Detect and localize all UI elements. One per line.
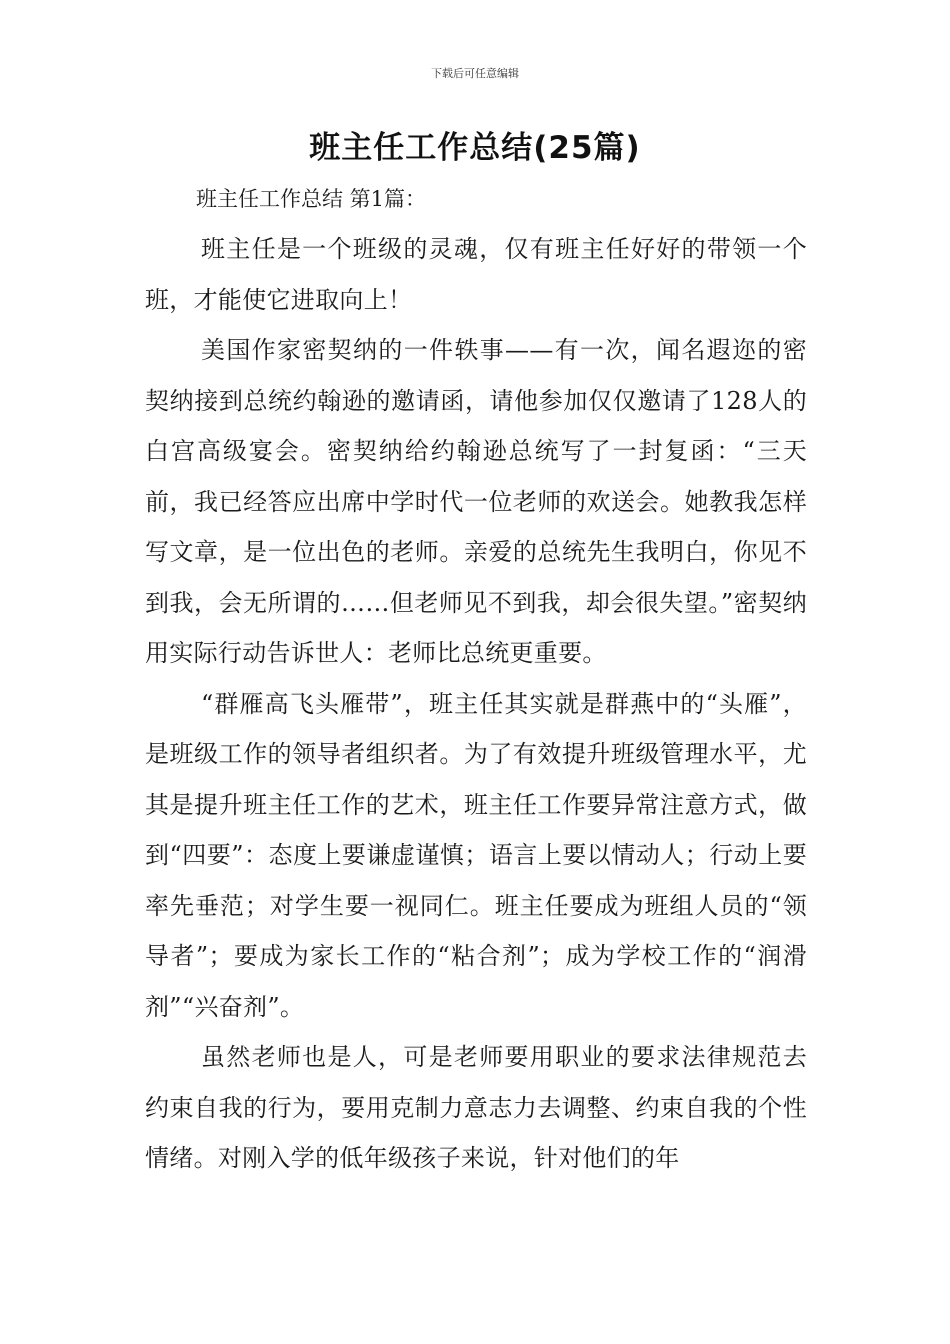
document-title: 班主任工作总结(25篇) [309, 130, 641, 166]
document-body [145, 224, 807, 1184]
paragraph: 美国作家密契纳的一件轶事——有一次，闻名遐迩的密契纳接到总统约翰逊的邀请函，请他参加仅仅邀请了128人的白宫高级宴会。密契纳给约翰逊总统写了一封复函：“三天前，我已经答应出席中学时代一位老师的欢送会。她教我怎样写文章，是一位出色的老师。亲爱的总统先生我明白，你见不到我，会无所谓的……但老师见不到我，却会很失望。”密契纳用实际行动告诉世人：老师比总统更重要。 [145, 336, 807, 667]
header-note: 下载后可任意编辑 [431, 67, 519, 80]
paragraph: “群雁高飞头雁带”，班主任其实就是群燕中的“头雁”，是班级工作的领导者组织者。为了有效提升班级管理水平，尤其是提升班主任工作的艺术，班主任工作要异常注意方式，做到“四要”：态度上要谦虚谨慎；语言上要以情动人；行动上要率先垂范；对学生要一视同仁。班主任要成为班组人员的“领导者”；要成为家长工作的“粘合剂”；成为学校工作的“润滑剂”“兴奋剂”。 [145, 689, 807, 1021]
section-heading: 班主任工作总结 第1篇： [196, 187, 427, 211]
paragraph: 班主任是一个班级的灵魂，仅有班主任好好的带领一个班，才能使它进取向上！ [145, 235, 807, 314]
paragraph: 虽然老师也是人，可是老师要用职业的要求法律规范去约束自我的行为，要用克制力意志力去调整、约束自我的个性情绪。对刚入学的低年级孩子来说，针对他们的年 [145, 1043, 807, 1172]
